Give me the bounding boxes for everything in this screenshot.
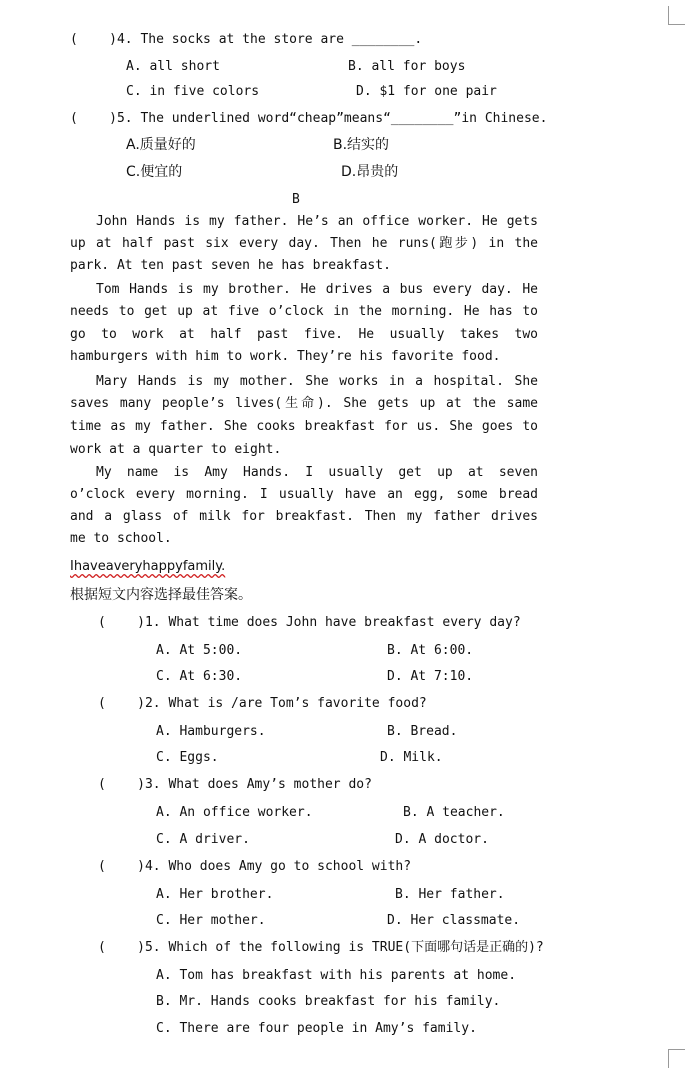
question-stem: ( )4. Who does Amy go to school with? — [98, 859, 412, 874]
option-d: D.昂贵的 — [341, 164, 399, 180]
option-b: B. Her father. — [395, 887, 505, 902]
option-d: D. At 7:10. — [387, 669, 474, 684]
option-c: C. A driver. — [156, 832, 250, 847]
option-d: D. A doctor. — [395, 832, 489, 847]
passage-line: me to school. — [70, 531, 172, 546]
passage-closing: Ihaveaveryhappyfamily. — [70, 559, 226, 574]
option-c: C. in five colors — [126, 84, 260, 99]
section-label: B — [292, 192, 300, 207]
option-a: A. At 5:00. — [156, 643, 243, 658]
passage-line: time as my father. She cooks breakfast for us. She goes to — [70, 419, 538, 434]
passage-line: o’clock every morning. I usually have an egg, some bread — [70, 487, 538, 502]
option-c: C.便宜的 — [126, 164, 183, 180]
option-b: B. all for boys — [348, 59, 466, 74]
question-stem: ( )3. What does Amy’s mother do? — [98, 777, 372, 792]
option-a: A. Hamburgers. — [156, 724, 266, 739]
option-b: B. Bread. — [387, 724, 458, 739]
question-stem: ( )5. The underlined word“cheap”means“________”in Chinese. — [70, 111, 548, 126]
question-stem: ( )5. Which of the following is TRUE(下面哪句话是正确的)? — [98, 940, 544, 955]
passage-line: and a glass of milk for breakfast. Then my father drives — [70, 509, 538, 524]
passage-line: hamburgers with him to work. They’re his favorite food. — [70, 349, 501, 364]
option-a: A. all short — [126, 59, 220, 74]
option-b: B. At 6:00. — [387, 643, 474, 658]
passage-line: needs to get up at five o’clock in the morning. He has to — [70, 304, 538, 319]
passage-line: up at half past six every day. Then he runs(跑步) in the — [70, 236, 538, 251]
passage-line: Mary Hands is my mother. She works in a hospital. She — [96, 374, 538, 389]
question-stem: ( )2. What is /are Tom’s favorite food? — [98, 696, 427, 711]
page-corner-mark — [668, 1049, 685, 1068]
option-d: D. Her classmate. — [387, 913, 521, 928]
option-c: C. Eggs. — [156, 750, 219, 765]
option-a: A.质量好的 — [126, 137, 196, 153]
passage-line: saves many people’s lives(生命). She gets up at the same — [70, 396, 538, 411]
option-a: A. An office worker. — [156, 805, 313, 820]
passage-line: go to work at half past five. He usually takes two — [70, 327, 538, 342]
passage-line: My name is Amy Hands. I usually get up at seven — [96, 465, 538, 480]
option-c: C. There are four people in Amy’s family. — [156, 1021, 477, 1036]
passage-line: park. At ten past seven he has breakfast. — [70, 258, 391, 273]
question-stem: ( )4. The socks at the store are ________. — [70, 32, 423, 47]
option-a: A. Her brother. — [156, 887, 274, 902]
page-corner-mark — [668, 6, 685, 25]
passage-line: John Hands is my father. He’s an office worker. He gets — [96, 214, 538, 229]
option-b: B. Mr. Hands cooks breakfast for his family. — [156, 994, 501, 1009]
instruction: 根据短文内容选择最佳答案。 — [70, 587, 252, 603]
passage-line: Tom Hands is my brother. He drives a bus every day. He — [96, 282, 538, 297]
option-b: B. A teacher. — [403, 805, 505, 820]
option-d: D. Milk. — [380, 750, 443, 765]
option-d: D. $1 for one pair — [356, 84, 497, 99]
option-c: C. Her mother. — [156, 913, 266, 928]
question-stem: ( )1. What time does John have breakfast every day? — [98, 615, 521, 630]
option-c: C. At 6:30. — [156, 669, 243, 684]
option-b: B.结实的 — [333, 137, 390, 153]
passage-line: work at a quarter to eight. — [70, 442, 282, 457]
option-a: A. Tom has breakfast with his parents at home. — [156, 968, 517, 983]
